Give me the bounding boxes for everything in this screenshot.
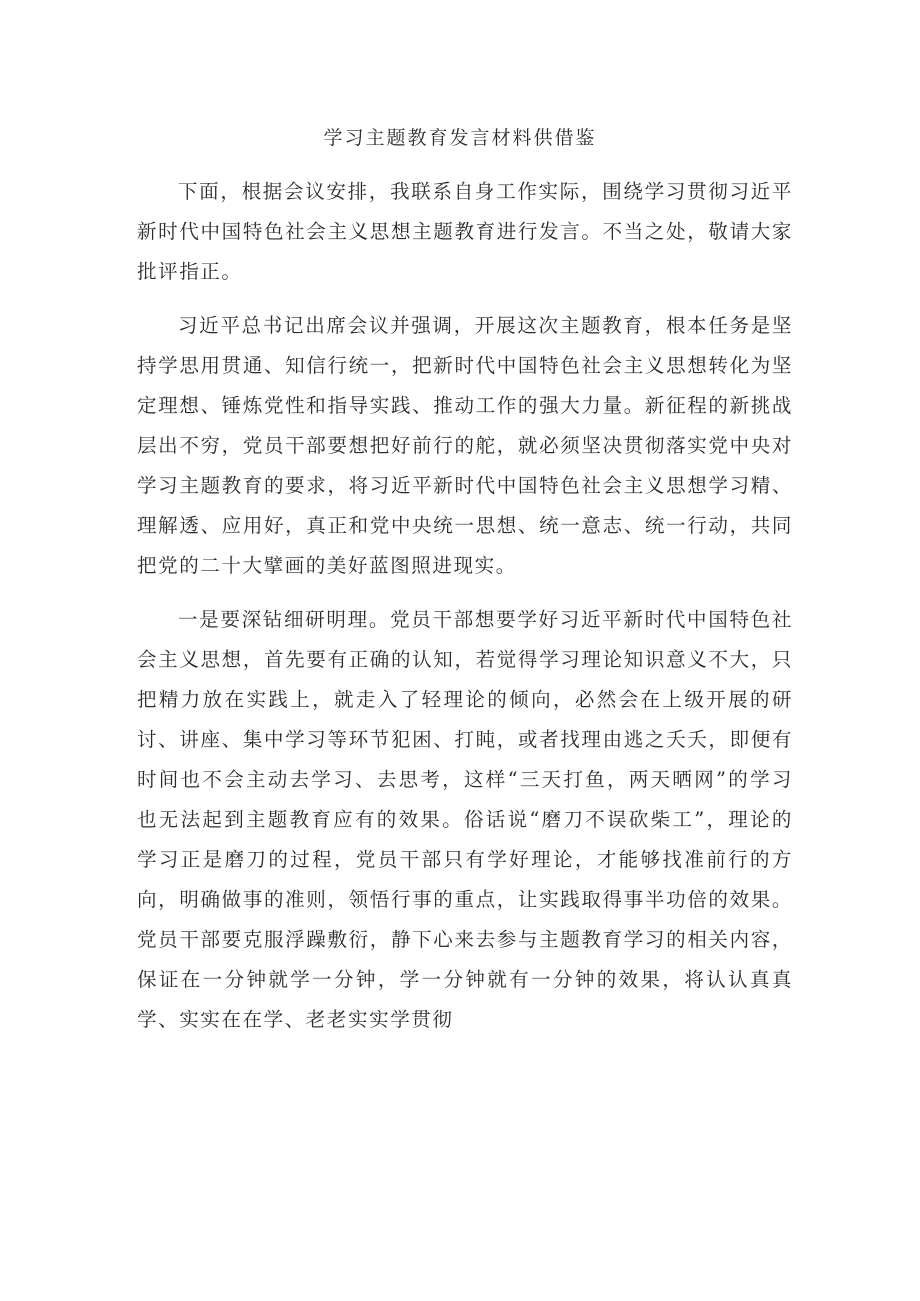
paragraph-text: 党员干部想要学好习近平新时代中国特色社会主义思想，首先要有正确的认知，若觉得学习理论知识意义不大，只把精力放在实践上，就走入了轻理论的倾向，必然会在上级开展的研讨、讲座、集中学习等环节犯困、打盹，或者找理由逃之夭夭，即便有时间也不会主动去学习、去思考，这样“三天打鱼，两天晒网”的学习也无法起到主题教育应有的效果。俗话说“磨刀不误砍柴工”，理论的学习正是磨刀的过程，党员干部只有学好理论，才能够找准前行的方向，明确做事的准则，领悟行事的重点，让实践取得事半功倍的效果。党员干部要克服浮躁敷衍，静下心来去参与主题教育学习的相关内容，保证在一分钟就学一分钟，学一分钟就有一分钟的效果，将认认真真学、实实在在学、老老实实学贯彻 xyxy=(137,608,793,1031)
paragraph-point-one xyxy=(137,600,793,1040)
document-body xyxy=(137,172,793,1054)
document-title: 学习主题教育发言材料供借鉴 xyxy=(323,127,597,149)
paragraph-text: 下面，根据会议安排，我联系自身工作实际，围绕学习贯彻习近平新时代中国特色社会主义思想主题教育进行发言。不当之处，敬请大家批评指正。 xyxy=(137,180,793,283)
paragraph-text: 习近平总书记出席会议并强调，开展这次主题教育，根本任务是坚持学思用贯通、知信行统一，把新时代中国特色社会主义思想转化为坚定理想、锤炼党性和指导实践、推动工作的强大力量。新征程的新挑战层出不穷，党员干部要想把好前行的舵，就必须坚决贯彻落实党中央对学习主题教育的要求，将习近平新时代中国特色社会主义思想学习精、理解透、应用好，真正和党中央统一思想、统一意志、统一行动，共同把党的二十大擘画的美好蓝图照进现实。 xyxy=(137,314,793,577)
paragraph-task xyxy=(137,306,793,586)
paragraph-opening xyxy=(137,172,793,292)
paragraph-lead: 一是要深钻细研明理。 xyxy=(177,608,391,631)
